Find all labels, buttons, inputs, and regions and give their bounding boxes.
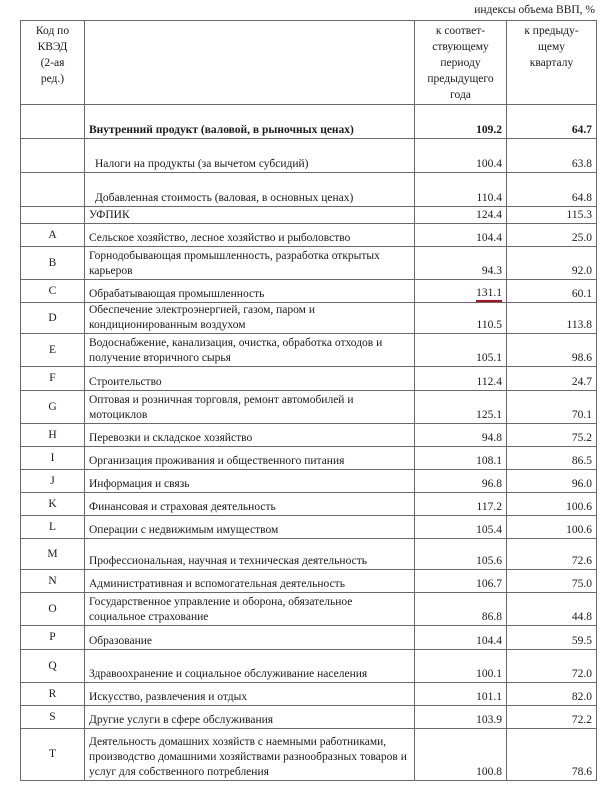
row-prev-year: 112.4 bbox=[415, 367, 507, 391]
row-name-text: Обрабатывающая промышленность bbox=[89, 288, 265, 300]
row-prev-quarter: 115.3 bbox=[507, 207, 597, 224]
row-prev-year: 103.9 bbox=[415, 706, 507, 729]
row-prev-year: 105.1 bbox=[415, 334, 507, 367]
row-name-text: Деятельность домашних хозяйств с наемными работниками, производство домашними хозяйствами разнообразных товаров и услуг для собственного потребления bbox=[89, 736, 407, 778]
row-prev-quarter: 96.0 bbox=[507, 470, 597, 493]
table-row bbox=[21, 683, 597, 706]
row-name-text: Водоснабжение, канализация, очистка, обработка отходов и получение вторичного сырья bbox=[89, 337, 383, 364]
table-row bbox=[21, 391, 597, 424]
row-code: I bbox=[21, 447, 85, 470]
row-prev-year: 104.4 bbox=[415, 626, 507, 650]
row-name-text: Информация и связь bbox=[89, 478, 190, 490]
row-code: E bbox=[21, 334, 85, 367]
row-code: H bbox=[21, 424, 85, 447]
table-row bbox=[21, 224, 597, 247]
row-name-text: Горнодобывающая промышленность, разработка открытых карьеров bbox=[89, 250, 380, 277]
row-prev-year: 100.1 bbox=[415, 650, 507, 683]
row-code bbox=[21, 139, 85, 173]
row-name-text: Обеспечение электроэнергией, газом, паром и кондиционированным воздухом bbox=[89, 304, 315, 331]
row-prev-year: 110.5 bbox=[415, 303, 507, 334]
row-prev-quarter: 64.7 bbox=[507, 105, 597, 139]
row-prev-quarter: 100.6 bbox=[507, 516, 597, 539]
row-name bbox=[85, 280, 415, 303]
table-row bbox=[21, 367, 597, 391]
row-name-text: Сельское хозяйство, лесное хозяйство и рыболовство bbox=[89, 232, 351, 244]
row-code bbox=[21, 207, 85, 224]
row-name bbox=[85, 683, 415, 706]
table-row bbox=[21, 706, 597, 729]
row-code: D bbox=[21, 303, 85, 334]
row-name bbox=[85, 139, 415, 173]
row-name bbox=[85, 626, 415, 650]
header-prev-year: к соответ-ствующему периоду предыдущего года bbox=[415, 21, 507, 105]
row-prev-year: 96.8 bbox=[415, 470, 507, 493]
table-row bbox=[21, 303, 597, 334]
row-name bbox=[85, 367, 415, 391]
header-prev-quarter: к предыду-щему кварталу bbox=[507, 21, 597, 105]
row-prev-quarter: 72.2 bbox=[507, 706, 597, 729]
row-prev-year: 124.4 bbox=[415, 207, 507, 224]
row-name bbox=[85, 593, 415, 626]
row-name-text: Профессиональная, научная и техническая деятельность bbox=[89, 555, 367, 567]
table-row bbox=[21, 626, 597, 650]
row-name bbox=[85, 493, 415, 516]
table-row bbox=[21, 424, 597, 447]
row-prev-quarter: 60.1 bbox=[507, 280, 597, 303]
row-prev-quarter: 100.6 bbox=[507, 493, 597, 516]
row-prev-quarter: 25.0 bbox=[507, 224, 597, 247]
row-name-text: Операции с недвижимым имуществом bbox=[89, 524, 279, 536]
row-name bbox=[85, 729, 415, 781]
gdp-index-table bbox=[20, 20, 597, 781]
row-name-text: Другие услуги в сфере обслуживания bbox=[89, 714, 274, 726]
row-name-text: Финансовая и страховая деятельность bbox=[89, 501, 276, 513]
row-prev-quarter: 86.5 bbox=[507, 447, 597, 470]
row-name bbox=[85, 334, 415, 367]
row-prev-quarter: 72.0 bbox=[507, 650, 597, 683]
row-prev-year: 105.6 bbox=[415, 539, 507, 570]
row-prev-quarter: 82.0 bbox=[507, 683, 597, 706]
table-row bbox=[21, 334, 597, 367]
table-caption: индексы объема ВВП, % bbox=[474, 4, 595, 16]
row-code: S bbox=[21, 706, 85, 729]
row-name-text: Искусство, развлечения и отдых bbox=[89, 691, 248, 703]
table-row bbox=[21, 139, 597, 173]
row-code: C bbox=[21, 280, 85, 303]
row-name bbox=[85, 105, 415, 139]
table-row bbox=[21, 447, 597, 470]
row-name-text: Добавленная стоимость (валовая, в основных ценах) bbox=[95, 192, 354, 204]
table-row bbox=[21, 247, 597, 280]
row-prev-quarter: 78.6 bbox=[507, 729, 597, 781]
row-prev-quarter: 64.8 bbox=[507, 173, 597, 207]
row-prev-quarter: 113.8 bbox=[507, 303, 597, 334]
row-name-text: Строительство bbox=[89, 376, 162, 388]
row-name bbox=[85, 570, 415, 593]
row-prev-year: 108.1 bbox=[415, 447, 507, 470]
row-code: A bbox=[21, 224, 85, 247]
header-name bbox=[85, 21, 415, 105]
row-code: N bbox=[21, 570, 85, 593]
row-name bbox=[85, 516, 415, 539]
row-prev-quarter: 92.0 bbox=[507, 247, 597, 280]
row-prev-quarter: 75.0 bbox=[507, 570, 597, 593]
row-name-text: Внутренний продукт (валовой, в рыночных ценах) bbox=[89, 124, 354, 136]
table-row bbox=[21, 516, 597, 539]
row-prev-quarter: 24.7 bbox=[507, 367, 597, 391]
row-prev-year: 110.4 bbox=[415, 173, 507, 207]
row-code bbox=[21, 173, 85, 207]
row-name bbox=[85, 650, 415, 683]
row-prev-year: 106.7 bbox=[415, 570, 507, 593]
row-prev-year bbox=[415, 280, 507, 303]
row-prev-quarter: 98.6 bbox=[507, 334, 597, 367]
row-code: R bbox=[21, 683, 85, 706]
row-prev-year: 105.4 bbox=[415, 516, 507, 539]
row-prev-year: 86.8 bbox=[415, 593, 507, 626]
table-row bbox=[21, 539, 597, 570]
row-name-text: Оптовая и розничная торговля, ремонт автомобилей и мотоциклов bbox=[89, 394, 354, 421]
row-name bbox=[85, 424, 415, 447]
row-code: J bbox=[21, 470, 85, 493]
row-name bbox=[85, 447, 415, 470]
row-code: B bbox=[21, 247, 85, 280]
row-name bbox=[85, 207, 415, 224]
row-code: M bbox=[21, 539, 85, 570]
row-prev-quarter: 72.6 bbox=[507, 539, 597, 570]
row-prev-year: 109.2 bbox=[415, 105, 507, 139]
row-code: L bbox=[21, 516, 85, 539]
table-row bbox=[21, 280, 597, 303]
row-name bbox=[85, 539, 415, 570]
row-code: P bbox=[21, 626, 85, 650]
row-name-text: Образование bbox=[89, 635, 153, 647]
table-row bbox=[21, 470, 597, 493]
table-row bbox=[21, 729, 597, 781]
row-code bbox=[21, 105, 85, 139]
row-prev-quarter: 75.2 bbox=[507, 424, 597, 447]
row-prev-year: 117.2 bbox=[415, 493, 507, 516]
row-name-text: Административная и вспомогательная деятельность bbox=[89, 578, 345, 590]
row-prev-year: 94.3 bbox=[415, 247, 507, 280]
row-prev-quarter: 70.1 bbox=[507, 391, 597, 424]
row-prev-year: 100.8 bbox=[415, 729, 507, 781]
table-row bbox=[21, 650, 597, 683]
row-name bbox=[85, 173, 415, 207]
row-prev-year: 94.8 bbox=[415, 424, 507, 447]
row-prev-quarter: 59.5 bbox=[507, 626, 597, 650]
row-name-text: УФПИК bbox=[89, 209, 130, 221]
row-prev-quarter: 63.8 bbox=[507, 139, 597, 173]
row-name bbox=[85, 303, 415, 334]
row-name bbox=[85, 706, 415, 729]
table-row bbox=[21, 105, 597, 139]
table-row bbox=[21, 570, 597, 593]
row-name bbox=[85, 247, 415, 280]
row-code: T bbox=[21, 729, 85, 781]
table-row bbox=[21, 207, 597, 224]
table-row bbox=[21, 173, 597, 207]
row-name-text: Перевозки и складское хозяйство bbox=[89, 432, 253, 444]
row-prev-year: 101.1 bbox=[415, 683, 507, 706]
row-name-text: Организация проживания и общественного питания bbox=[89, 455, 345, 467]
row-prev-year: 125.1 bbox=[415, 391, 507, 424]
row-code: K bbox=[21, 493, 85, 516]
row-name bbox=[85, 391, 415, 424]
header-row bbox=[21, 21, 597, 105]
row-prev-quarter: 44.8 bbox=[507, 593, 597, 626]
row-code: G bbox=[21, 391, 85, 424]
row-name bbox=[85, 470, 415, 493]
highlighted-value: 131.1 bbox=[476, 286, 502, 302]
row-name-text: Государственное управление и оборона, обязательное социальное страхование bbox=[89, 596, 353, 623]
row-name-text: Здравоохранение и социальное обслуживание населения bbox=[89, 668, 368, 680]
table-row bbox=[21, 593, 597, 626]
row-prev-year: 100.4 bbox=[415, 139, 507, 173]
row-code: O bbox=[21, 593, 85, 626]
row-code: F bbox=[21, 367, 85, 391]
table-row bbox=[21, 493, 597, 516]
header-code: Код по КВЭД (2-ая ред.) bbox=[21, 21, 85, 105]
row-code: Q bbox=[21, 650, 85, 683]
row-prev-year: 104.4 bbox=[415, 224, 507, 247]
row-name-text: Налоги на продукты (за вычетом субсидий) bbox=[95, 158, 309, 170]
row-name bbox=[85, 224, 415, 247]
